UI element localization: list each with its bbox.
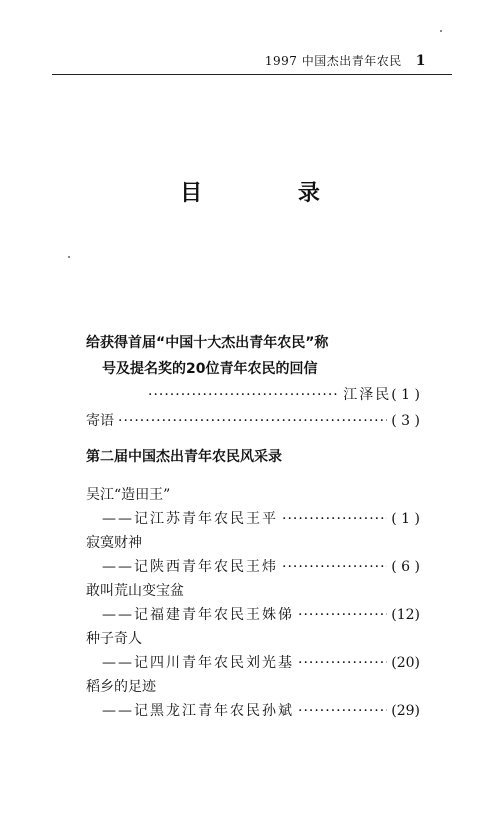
entry-subtitle-line[interactable]: [86, 602, 420, 628]
entry-page: (20): [391, 655, 420, 671]
letter-entry-line[interactable]: [144, 382, 420, 408]
entry-subtitle-line[interactable]: [86, 650, 420, 676]
entry-page: ( 1 ): [391, 511, 420, 527]
entry-title[interactable]: 稻乡的足迹: [86, 679, 156, 695]
entry-subtitle-line[interactable]: [86, 506, 420, 532]
leader-dots: [118, 408, 387, 434]
leader-dots: [282, 554, 387, 580]
entry-subtitle: ——记陕西青年农民王炜: [102, 559, 278, 575]
entry-title[interactable]: 吴江“造田王”: [86, 487, 171, 503]
entry-subtitle: ——记四川青年农民刘光基: [102, 655, 294, 671]
jiyu-entry[interactable]: [86, 408, 420, 434]
section-heading: 第二届中国杰出青年农民风采录: [86, 449, 282, 465]
entry-subtitle: ——记福建青年农民王姝俤: [102, 607, 294, 623]
scan-speck: [440, 30, 442, 32]
jiyu-page: ( 3 ): [391, 413, 420, 429]
scan-speck: [68, 256, 70, 258]
entry-subtitle-line[interactable]: [86, 554, 420, 580]
header-rule: [52, 74, 452, 75]
leader-dots: [298, 650, 387, 676]
entry-subtitle: ——记江苏青年农民王平: [102, 511, 278, 527]
page-title: 目 录: [180, 180, 364, 206]
leader-dots: [282, 506, 387, 532]
letter-title-line2: 号及提名奖的20位青年农民的回信: [102, 361, 318, 377]
entry-page: ( 6 ): [391, 559, 420, 575]
running-header: [265, 52, 426, 69]
letter-title-line1: 给获得首届“中国十大杰出青年农民”称: [86, 335, 329, 351]
running-title: 1997 中国杰出青年农民: [264, 54, 402, 68]
entry-title[interactable]: 种子奇人: [86, 631, 142, 647]
entry-page: (29): [391, 703, 420, 719]
page-number: 1: [415, 53, 426, 69]
jiyu-label: 寄语: [86, 413, 114, 429]
entry-subtitle-line[interactable]: [86, 698, 420, 724]
entry-page: (12): [391, 607, 420, 623]
entry-subtitle: ——记黑龙江青年农民孙斌: [102, 703, 294, 719]
letter-author: 江泽民: [343, 387, 392, 403]
leader-dots: [298, 602, 387, 628]
leader-dots: [298, 698, 387, 724]
entry-title[interactable]: 寂寞财神: [86, 535, 142, 551]
letter-page: ( 1 ): [391, 387, 420, 403]
leader-dots: [148, 382, 339, 408]
entry-title[interactable]: 敢叫荒山变宝盆: [86, 583, 184, 599]
